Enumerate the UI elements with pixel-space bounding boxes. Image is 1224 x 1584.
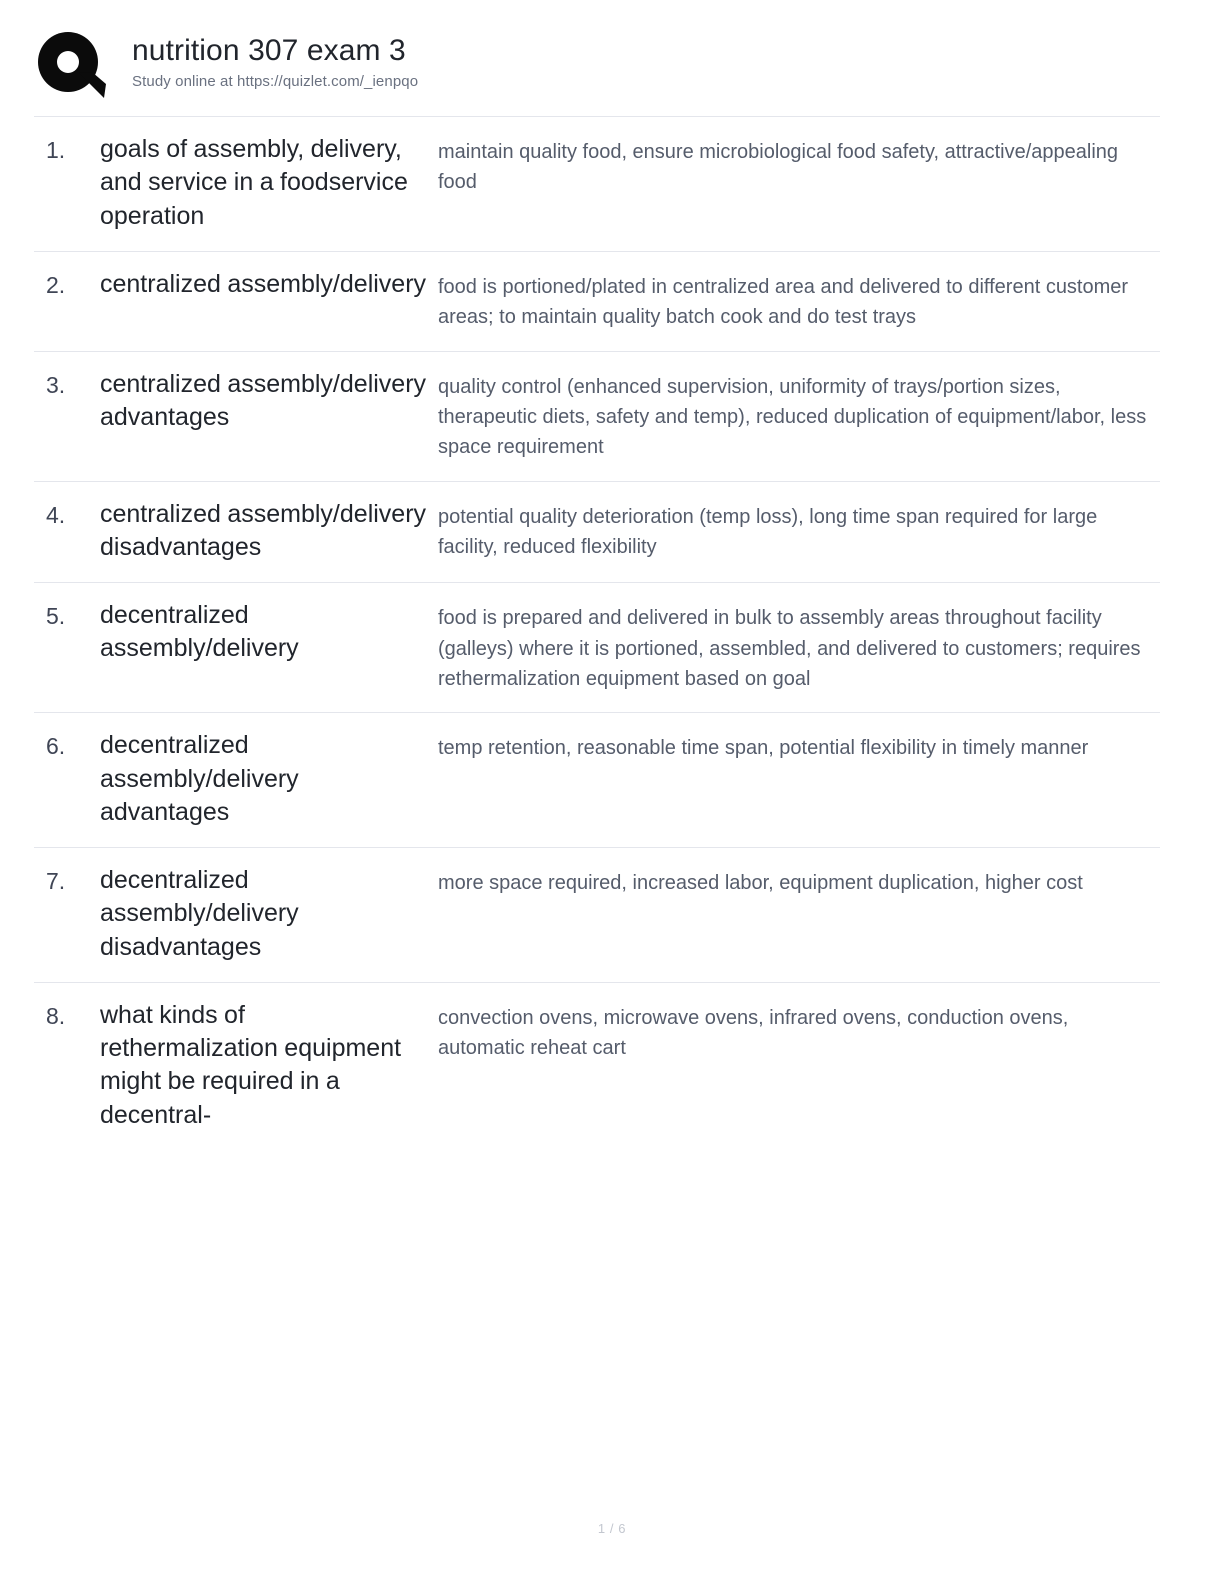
definition-text: quality control (enhanced supervision, uniformity of trays/portion sizes, therapeutic diets, safety and temp), reduced duplication of equipment/labor, less space requirement <box>438 375 1147 459</box>
term-text: what kinds of rethermalization equipment might be required in a decentral- <box>100 1000 402 1129</box>
term-text: goals of assembly, delivery, and service in a foodservice operation <box>100 135 408 230</box>
definition-text: food is portioned/plated in centralized area and delivered to different customer areas; to maintain quality batch cook and do test trays <box>438 275 1129 329</box>
document-header <box>28 26 1168 104</box>
table-row <box>34 583 1160 713</box>
definition-text: temp retention, reasonable time span, potential flexibility in timely manner <box>438 737 1089 760</box>
table-row <box>34 983 1160 1150</box>
definition-text: more space required, increased labor, equipment duplication, higher cost <box>438 872 1083 895</box>
page-number: 1 / 6 <box>597 1521 627 1536</box>
study-link-subtitle: Study online at https://quizlet.com/_ienpqo <box>132 73 419 90</box>
term-text: centralized assembly/delivery advantages <box>100 369 427 431</box>
page-title: nutrition 307 exam 3 <box>132 34 406 67</box>
row-number: 5. <box>46 603 66 630</box>
table-row <box>34 713 1160 848</box>
quizlet-q-logo-icon <box>34 28 110 104</box>
header-text-block <box>110 26 418 90</box>
definition-text: food is prepared and delivered in bulk to assembly areas throughout facility (galleys) where it is portioned, assembled, and delivered to customers; requires rethermalization equipment based on goal <box>438 607 1141 690</box>
table-row <box>34 352 1160 482</box>
definition-text: potential quality deterioration (temp loss), long time span required for large facility, reduced flexibility <box>438 505 1098 559</box>
table-row <box>34 252 1160 352</box>
definition-text: convection ovens, microwave ovens, infrared ovens, conduction ovens, automatic reheat cart <box>438 1006 1069 1060</box>
term-text: decentralized assembly/delivery disadvantages <box>100 866 299 961</box>
term-text: centralized assembly/delivery disadvantages <box>100 499 427 561</box>
definition-text: maintain quality food, ensure microbiological food safety, attractive/appealing food <box>438 141 1119 194</box>
row-number: 7. <box>46 868 66 895</box>
table-row <box>34 482 1160 584</box>
row-number: 8. <box>46 1002 66 1029</box>
row-number: 1. <box>46 137 66 163</box>
row-number: 3. <box>46 371 66 398</box>
row-number: 4. <box>46 501 66 528</box>
table-row <box>34 848 1160 983</box>
term-text: centralized assembly/delivery <box>100 269 427 298</box>
term-text: decentralized assembly/delivery advantages <box>100 731 299 826</box>
term-text: decentralized assembly/delivery <box>100 601 299 663</box>
table-row <box>34 117 1160 252</box>
flashcard-list <box>34 116 1160 1150</box>
row-number: 2. <box>46 271 66 298</box>
row-number: 6. <box>46 733 66 760</box>
